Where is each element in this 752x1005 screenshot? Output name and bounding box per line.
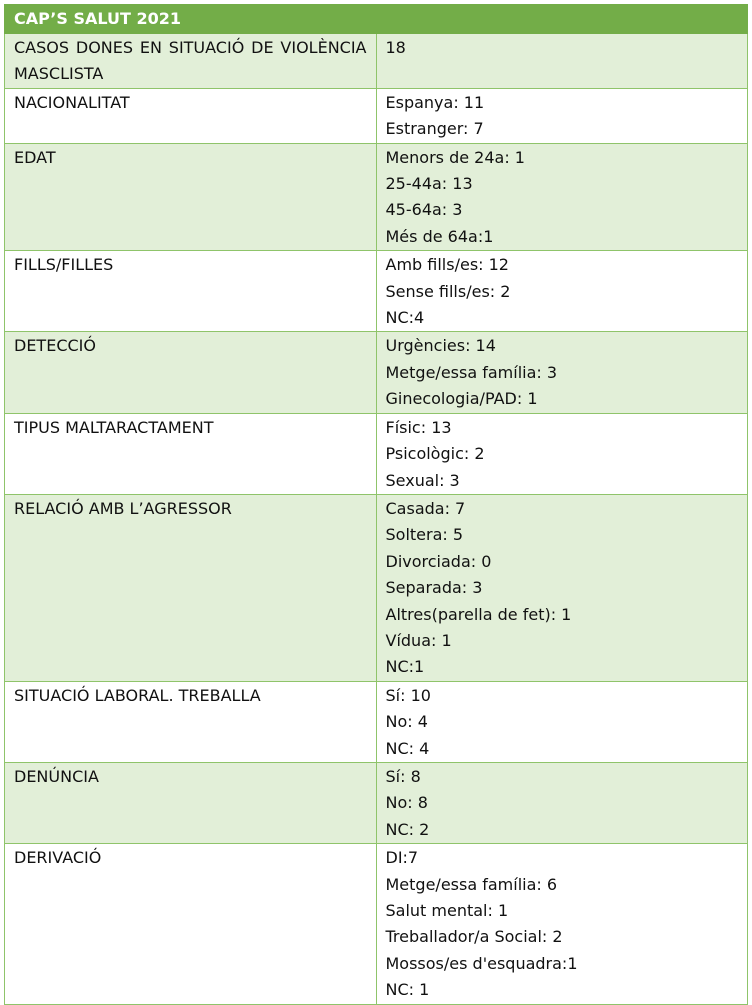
row-label: EDAT [14,147,56,167]
row-value: Menors de 24a: 1 [385,147,525,167]
row-values-cell [376,34,748,89]
table-row [5,681,748,762]
row-label-cell [5,88,377,143]
row-value: Espanya: 11 [385,92,485,112]
row-value: Soltera: 5 [385,525,464,545]
row-label: RELACIÓ AMB L’AGRESSOR [14,498,232,518]
table-row [5,413,748,494]
row-value: NC: 4 [385,738,430,758]
row-value: Sense fills/es: 2 [385,281,511,301]
row-value: Físic: 13 [385,417,452,437]
row-value: Altres(parella de fet): 1 [385,604,572,624]
row-value: NC:1 [385,657,425,677]
row-value: NC:4 [385,308,425,328]
row-value: Metge/essa família: 3 [385,362,558,382]
table-row [5,332,748,413]
row-value: Metge/essa família: 6 [385,874,558,894]
row-value: Ginecologia/PAD: 1 [385,389,538,409]
row-label-cell [5,413,377,494]
row-label-cell [5,34,377,89]
row-values-cell [376,332,748,413]
row-values-cell [376,494,748,681]
row-value: Vídua: 1 [385,630,452,650]
row-values-cell [376,681,748,762]
row-label: TIPUS MALTARACTAMENT [14,417,214,437]
row-label: CASOS DONES EN SITUACIÓ DE VIOLÈNCIA MASCLISTA [14,38,367,84]
row-value: Sexual: 3 [385,470,460,490]
table-row [5,494,748,681]
row-label: DERIVACIÓ [14,848,102,868]
row-value: Estranger: 7 [385,119,484,139]
row-value: Treballador/a Social: 2 [385,927,563,947]
table-row [5,34,748,89]
row-values-cell [376,143,748,251]
row-value: Divorciada: 0 [385,551,492,571]
row-label-cell [5,494,377,681]
table-title-row [5,5,748,34]
row-value: DI:7 [385,848,419,868]
row-label: NACIONALITAT [14,92,130,112]
row-value: Mossos/es d'esquadra:1 [385,953,578,973]
table-row [5,844,748,1004]
row-value: Casada: 7 [385,498,466,518]
table-row [5,762,748,843]
row-values-cell [376,844,748,1004]
row-value: Sí: 8 [385,766,421,786]
table-row [5,143,748,251]
row-value: Més de 64a:1 [385,226,494,246]
row-value: 25-44a: 13 [385,174,473,194]
row-label: FILLS/FILLES [14,255,114,275]
row-value: Psicològic: 2 [385,444,485,464]
row-label-cell [5,251,377,332]
row-values-cell [376,762,748,843]
row-values-cell [376,88,748,143]
table-title: CAP’S SALUT 2021 [5,5,748,34]
row-label: DETECCIÓ [14,336,96,356]
row-value: No: 8 [385,793,428,813]
row-value: No: 4 [385,712,428,732]
table-row [5,251,748,332]
row-value: NC: 2 [385,819,430,839]
row-value: 18 [385,38,406,57]
row-label-cell [5,844,377,1004]
row-label: SITUACIÓ LABORAL. TREBALLA [14,685,261,705]
row-values-cell [376,413,748,494]
row-label-cell [5,762,377,843]
row-label: DENÚNCIA [14,766,99,786]
table-row [5,88,748,143]
row-label-cell [5,143,377,251]
row-label-cell [5,332,377,413]
row-value: Separada: 3 [385,578,483,598]
row-value: Amb fills/es: 12 [385,255,509,275]
statistics-table [4,4,748,1005]
row-values-cell [376,251,748,332]
row-value: Urgències: 14 [385,336,496,356]
row-value: NC: 1 [385,980,430,1000]
row-value: 45-64a: 3 [385,200,463,220]
row-value: Sí: 10 [385,685,431,705]
row-value: Salut mental: 1 [385,901,509,920]
row-label-cell [5,681,377,762]
